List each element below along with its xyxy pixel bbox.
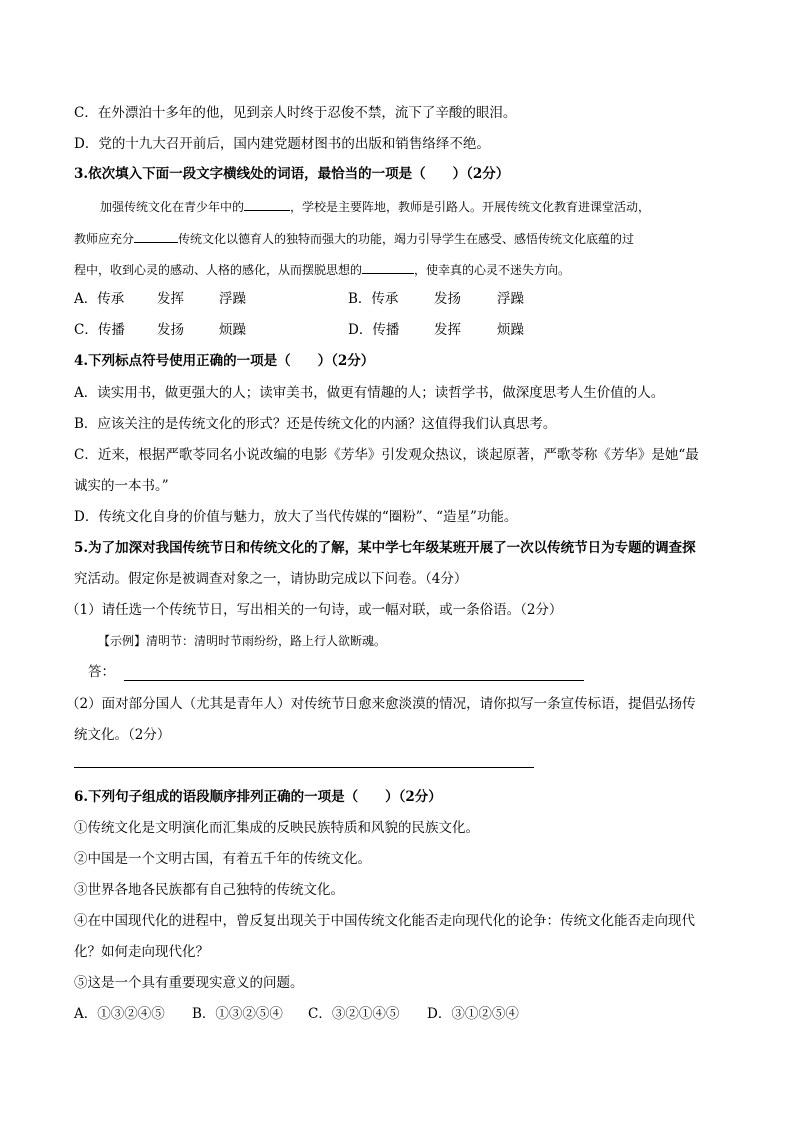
option-word: B．传承 <box>348 291 399 307</box>
fill-blank-1 <box>244 196 290 211</box>
question-5-stem-line-1: 5.为了加深对我国传统节日和传统文化的了解，某中学七年级某班开展了一次以传统节日为专题的调查探 <box>74 540 696 556</box>
question-2-option-c: C．在外漂泊十多年的他，见到亲人时终于忍俊不禁，流下了辛酸的眼泪。 <box>74 105 517 121</box>
question-6-option-b: B．①③②⑤④ <box>192 1006 283 1022</box>
question-4-option-a: A．读实用书，做更强大的人；读审美书，做更有情趣的人；读哲学书，做深度思考人生价值的人。 <box>74 385 665 401</box>
option-word: 烦躁 <box>497 322 524 338</box>
option-word: 发扬 <box>434 291 461 307</box>
option-word: 发扬 <box>157 322 184 338</box>
question-6-stem: 6.下列句子组成的语段顺序排列正确的一项是（ ）（2分） <box>74 789 442 805</box>
passage-text: 程中，收到心灵的感动、人格的感化，从而摆脱思想的 <box>74 263 363 277</box>
question-4-stem: 4.下列标点符号使用正确的一项是（ ）（2分） <box>74 353 375 369</box>
question-4-option-c-line-1: C．近来，根据严歌苓同名小说改编的电影《芳华》引发观众热议，谈起原著，严歌苓称《芳华》是她“最 <box>74 447 699 463</box>
passage-text: 教师应充分 <box>74 232 135 246</box>
question-4-option-d: D．传统文化自身的价值与魅力，放大了当代传媒的“圈粉”、“造星”功能。 <box>74 509 518 525</box>
passage-text: ，使幸真的心灵不迷失方向。 <box>414 263 571 277</box>
option-word: 浮躁 <box>497 291 524 307</box>
fill-blank-3 <box>362 259 414 274</box>
question-3-passage-line-2 <box>74 228 634 249</box>
fill-blank-2 <box>134 228 178 243</box>
question-6-option-d: D．③①②⑤④ <box>427 1006 519 1022</box>
question-6-sentence-5: ⑤这是一个具有重要现实意义的问题。 <box>74 975 304 991</box>
option-word: 发挥 <box>434 322 461 338</box>
option-word: A．传承 <box>74 291 125 307</box>
passage-text: ，学校是主要阵地，教师是引路人。开展传统文化教育进课堂活动， <box>290 200 651 214</box>
option-word: 浮躁 <box>219 291 246 307</box>
slogan-answer-line <box>74 767 534 768</box>
passage-text: 传统文化以德育人的独特而强大的功能，竭力引导学生在感受、感悟传统文化底蕴的过 <box>178 232 635 246</box>
question-6-sentence-4-line-1: ④在中国现代化的进程中，曾反复出现关于中国传统文化能否走向现代化的论争：传统文化能否走向现代 <box>74 913 695 929</box>
question-2-option-d: D．党的十九大召开前后，国内建党题材图书的出版和销售络绎不绝。 <box>74 136 490 152</box>
question-6-option-c: C．③②①④⑤ <box>308 1006 400 1022</box>
question-6-sentence-3: ③世界各地各民族都有自己独特的传统文化。 <box>74 882 344 898</box>
question-5-stem-line-2: 究活动。假定你是被调查对象之一，请协助完成以下问卷。（4分） <box>74 571 468 587</box>
question-6-sentence-2: ②中国是一个文明古国，有着五千年的传统文化。 <box>74 851 371 867</box>
question-3-passage-line-1 <box>100 196 650 217</box>
question-6-sentence-4-line-2: 化？如何走向现代化？ <box>74 944 209 960</box>
question-5-subquestion-1: （1）请任选一个传统节日，写出相关的一句诗，或一幅对联，或一条俗语。（2分） <box>66 602 563 618</box>
question-4-option-c-line-2: 诚实的一本书。” <box>74 478 169 494</box>
option-word: 烦躁 <box>219 322 246 338</box>
question-5-subquestion-2-line-2: 统文化。（2分） <box>74 727 171 743</box>
option-word: 发挥 <box>157 291 184 307</box>
question-5-example: 【示例】清明节：清明时节雨纷纷，路上行人欲断魂。 <box>98 634 387 648</box>
question-6-option-a: A．①③②④⑤ <box>74 1006 165 1022</box>
question-3-stem: 3.依次填入下面一段文字横线处的词语，最恰当的一项是（ ）（2分） <box>74 166 510 182</box>
answer-label: 答： <box>88 664 115 680</box>
question-6-sentence-1: ①传统文化是文明演化而汇集成的反映民族特质和风貌的民族文化。 <box>74 820 479 836</box>
question-3-passage-line-3 <box>74 259 570 280</box>
answer-line <box>124 680 584 681</box>
passage-text: 加强传统文化在青少年中的 <box>100 200 245 214</box>
question-5-subquestion-2-line-1: （2）面对部分国人（尤其是青年人）对传统节日愈来愈淡漠的情况，请你拟写一条宣传标语，提倡弘扬传 <box>66 696 696 712</box>
option-word: C．传播 <box>74 322 125 338</box>
question-4-option-b: B．应该关注的是传统文化的形式？还是传统文化的内涵？这值得我们认真思考。 <box>74 416 557 432</box>
option-word: D．传播 <box>348 322 400 338</box>
